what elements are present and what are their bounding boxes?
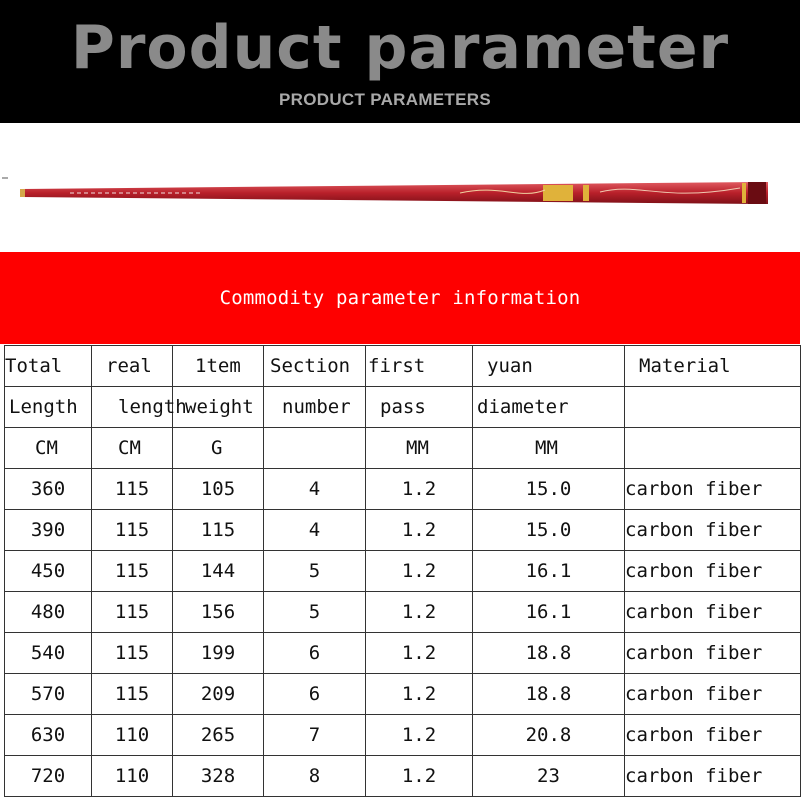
unit-cell: G [173,428,264,469]
section-number-cell: 4 [264,469,366,510]
item-weight-cell: 199 [173,633,264,674]
parameter-table [4,345,801,797]
header-cell: Length [5,387,92,428]
first-pass-cell: 1.2 [366,715,473,756]
header-cell: real [92,346,173,387]
header-cell: first [366,346,473,387]
page-subtitle: PRODUCT PARAMETERS [279,90,491,109]
header-cell: yuan [473,346,625,387]
material-cell: carbon fiber [625,592,801,633]
fishing-rod-icon [0,170,800,220]
header-cell [625,387,801,428]
section-number-cell: 6 [264,633,366,674]
yuan-diameter-cell: 16.1 [473,592,625,633]
real-length-cell: 115 [92,510,173,551]
header-cell: 1tem [173,346,264,387]
first-pass-cell: 1.2 [366,633,473,674]
item-weight-cell: 156 [173,592,264,633]
section-number-cell: 4 [264,510,366,551]
section-number-cell: 7 [264,715,366,756]
total-length-cell: 720 [5,756,92,797]
header-cell: Total [5,346,92,387]
material-cell: carbon fiber [625,510,801,551]
first-pass-cell: 1.2 [366,510,473,551]
yuan-diameter-cell: 18.8 [473,633,625,674]
material-cell: carbon fiber [625,674,801,715]
yuan-diameter-cell: 20.8 [473,715,625,756]
real-length-cell: 115 [92,633,173,674]
table-header-row [5,346,801,387]
first-pass-cell: 1.2 [366,551,473,592]
real-length-cell: 115 [92,674,173,715]
material-cell: carbon fiber [625,756,801,797]
yuan-diameter-cell: 23 [473,756,625,797]
item-weight-cell: 265 [173,715,264,756]
unit-cell: CM [5,428,92,469]
header-cell: weight [173,387,264,428]
header-cell: diameter [473,387,625,428]
header-cell: number [264,387,366,428]
section-number-cell: 8 [264,756,366,797]
real-length-cell: 110 [92,715,173,756]
total-length-cell: 390 [5,510,92,551]
header-cell: length [92,387,173,428]
first-pass-cell: 1.2 [366,674,473,715]
section-number-cell: 5 [264,592,366,633]
table-row [5,469,801,510]
table-row [5,633,801,674]
item-weight-cell: 115 [173,510,264,551]
first-pass-cell: 1.2 [366,592,473,633]
total-length-cell: 450 [5,551,92,592]
unit-cell [625,428,801,469]
total-length-cell: 480 [5,592,92,633]
total-length-cell: 360 [5,469,92,510]
material-cell: carbon fiber [625,469,801,510]
yuan-diameter-cell: 16.1 [473,551,625,592]
banner-title: Commodity parameter information [219,287,581,309]
material-cell: carbon fiber [625,551,801,592]
header-cell: Material [625,346,801,387]
header-bar [0,0,800,123]
header-cell: pass [366,387,473,428]
table-row [5,510,801,551]
table-header-row [5,387,801,428]
material-cell: carbon fiber [625,715,801,756]
section-number-cell: 5 [264,551,366,592]
material-cell: carbon fiber [625,633,801,674]
yuan-diameter-cell: 15.0 [473,510,625,551]
table-unit-row [5,428,801,469]
table-row [5,715,801,756]
item-weight-cell: 105 [173,469,264,510]
total-length-cell: 630 [5,715,92,756]
real-length-cell: 110 [92,756,173,797]
total-length-cell: 570 [5,674,92,715]
item-weight-cell: 209 [173,674,264,715]
real-length-cell: 115 [92,592,173,633]
total-length-cell: 540 [5,633,92,674]
yuan-diameter-cell: 15.0 [473,469,625,510]
page-title: Product parameter [70,13,730,83]
section-number-cell: 6 [264,674,366,715]
header-cell: Section [264,346,366,387]
real-length-cell: 115 [92,469,173,510]
unit-cell: MM [366,428,473,469]
unit-cell [264,428,366,469]
table-row [5,756,801,797]
first-pass-cell: 1.2 [366,756,473,797]
table-row [5,674,801,715]
unit-cell: MM [473,428,625,469]
item-weight-cell: 328 [173,756,264,797]
table-row [5,592,801,633]
table-row [5,551,801,592]
item-weight-cell: 144 [173,551,264,592]
unit-cell: CM [92,428,173,469]
yuan-diameter-cell: 18.8 [473,674,625,715]
real-length-cell: 115 [92,551,173,592]
first-pass-cell: 1.2 [366,469,473,510]
info-banner [0,252,800,344]
